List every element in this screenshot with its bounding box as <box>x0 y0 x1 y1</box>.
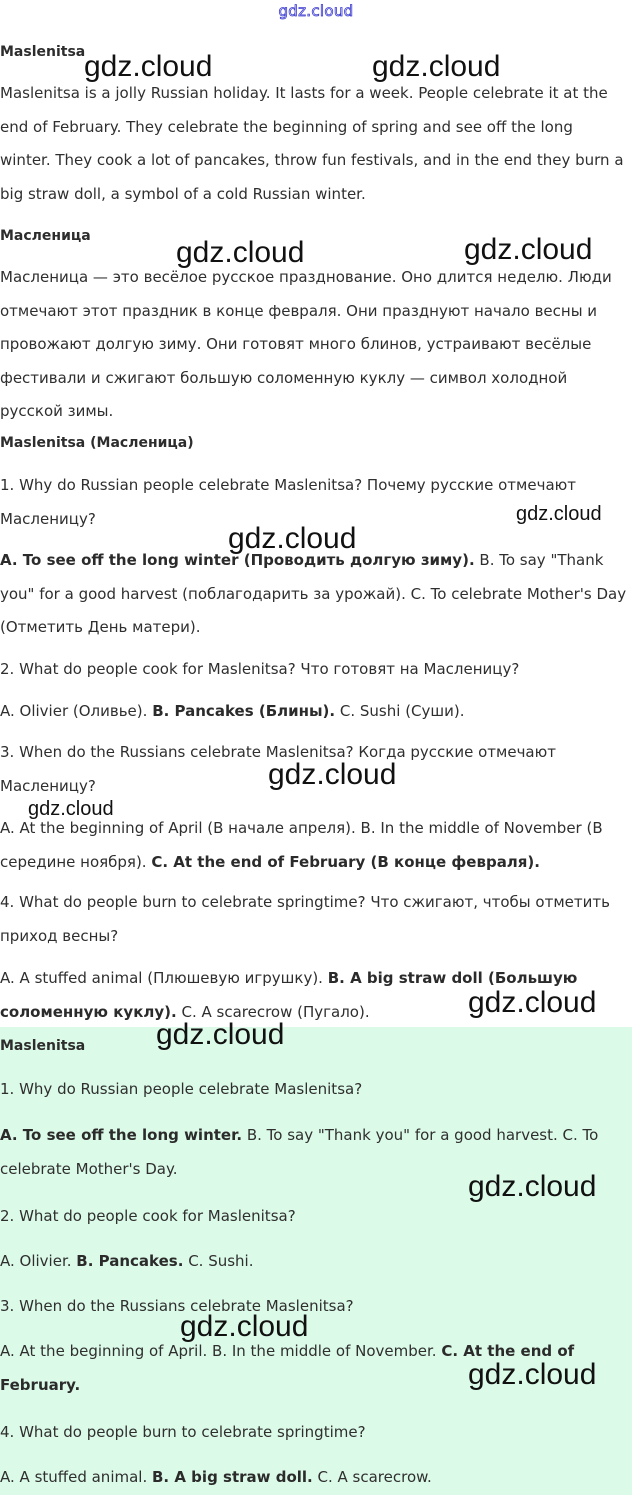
watermark: gdz.cloud <box>516 503 602 525</box>
question-text: 4. What do people burn to celebrate springtime? Что сжигают, чтобы отметить приход весны? <box>0 893 610 945</box>
quiz-translated-section <box>0 435 628 451</box>
answer-c: C. A scarecrow (Пугало). <box>176 1002 370 1021</box>
correct-answer: C. At the end of February (В конце февраля). <box>151 852 540 871</box>
answers-2 <box>0 695 628 729</box>
correct-answer: A. To see off the long winter (Проводить долгую зиму). <box>0 551 475 569</box>
answer-options <box>0 1461 628 1495</box>
question-3 <box>0 1290 628 1324</box>
question-text: 1. Why do Russian people celebrate Maslenitsa? <box>0 1080 363 1098</box>
site-logo[interactable]: gdz.cloud <box>278 2 354 20</box>
answer-options <box>0 1245 628 1279</box>
answer-a: A. A stuffed animal. <box>0 1468 152 1486</box>
answer-c: C. A scarecrow. <box>312 1468 432 1486</box>
question-2 <box>0 653 628 687</box>
other-answers: B. To say "Thank you" for a good harvest (поблагодарить за урожай). C. To celebrate Mother's Day (Отметить День матери). <box>0 551 627 636</box>
section-title: Maslenitsa <box>0 44 86 60</box>
question-text: 3. When do the Russians celebrate Maslenitsa? Когда русские отмечают Масленицу? <box>0 743 556 795</box>
answer-a: A. A stuffed animal (Плюшевую игрушку). <box>0 969 328 987</box>
watermark: gdz.cloud <box>268 758 397 791</box>
answer-options <box>0 544 628 645</box>
correct-answer: C. At the end of February. <box>0 1342 575 1394</box>
question-text: 1. Why do Russian people celebrate Maslenitsa? Почему русские отмечают Масленицу? <box>0 476 577 528</box>
section-title: Maslenitsa (Масленица) <box>0 435 194 451</box>
watermark: gdz.cloud <box>228 522 357 555</box>
watermark: gdz.cloud <box>28 798 114 820</box>
section-title: Maslenitsa <box>0 1038 86 1054</box>
answer-a: A. Olivier (Оливье). <box>0 702 153 720</box>
watermark: gdz.cloud <box>468 1358 597 1391</box>
question-text: 2. What do people cook for Maslenitsa? Что готовят на Масленицу? <box>0 660 520 678</box>
question-text: 3. When do the Russians celebrate Maslenitsa? <box>0 1297 354 1315</box>
watermark: gdz.cloud <box>156 1018 285 1051</box>
english-text-body: Maslenitsa is a jolly Russian holiday. It lasts for a week. People celebrate it at the end of February. They celebrate the beginning of spring and see off the long winter. They cook a lot of pancakes, throw fun festivals, and in the end they burn a big straw doll, a symbol of a cold Russian winter. <box>0 84 624 203</box>
answers-1 <box>0 544 628 645</box>
answers-a-b: A. At the beginning of April. B. In the middle of November. <box>0 1342 442 1360</box>
question-text: 2. What do people cook for Maslenitsa? <box>0 1207 296 1225</box>
question-1 <box>0 1073 628 1107</box>
answers-3 <box>0 812 628 879</box>
russian-text-body-wrap <box>0 261 628 429</box>
correct-answer: B. Pancakes. <box>76 1252 184 1270</box>
answer-c: C. Sushi (Суши). <box>335 702 465 720</box>
section-title: Масленица <box>0 228 91 244</box>
watermark: gdz.cloud <box>176 236 305 269</box>
question-4 <box>0 1416 628 1450</box>
correct-answer: A. To see off the long winter. <box>0 1126 243 1144</box>
answers-2 <box>0 1245 628 1279</box>
quiz-answer-section <box>0 1038 628 1054</box>
answer-options <box>0 812 628 879</box>
watermark: gdz.cloud <box>468 986 597 1019</box>
watermark: gdz.cloud <box>464 233 593 266</box>
question-2 <box>0 1200 628 1234</box>
watermark: gdz.cloud <box>468 1170 597 1203</box>
correct-answer: B. A big straw doll (Большую соломенную куклу). <box>0 969 578 1021</box>
watermark: gdz.cloud <box>180 1310 309 1343</box>
answer-c: C. Sushi. <box>183 1252 254 1270</box>
answers-a-b: A. At the beginning of April (В начале апреля). B. In the middle of November (В середине ноября). <box>0 819 603 871</box>
watermark: gdz.cloud <box>372 50 501 83</box>
watermark: gdz.cloud <box>84 50 213 83</box>
correct-answer: B. A big straw doll. <box>152 1468 313 1486</box>
question-4 <box>0 886 628 953</box>
other-answers: B. To say "Thank you" for a good harvest. C. To celebrate Mother's Day. <box>0 1126 599 1178</box>
english-text-body-wrap <box>0 77 628 211</box>
answer-options <box>0 695 628 729</box>
answers-4 <box>0 1461 628 1495</box>
russian-text-body: Масленица — это весёлое русское празднование. Оно длится неделю. Люди отмечают этот праздник в конце февраля. Они празднуют начало весны и провожают долгую зиму. Они готовят много блинов, устраивают весёлые фестивали и сжигают большую соломенную куклу — символ холодной русской зимы. <box>0 268 612 420</box>
answer-a: A. Olivier. <box>0 1252 77 1270</box>
correct-answer: B. Pancakes (Блины). <box>152 702 336 720</box>
question-text: 4. What do people burn to celebrate springtime? <box>0 1423 366 1441</box>
